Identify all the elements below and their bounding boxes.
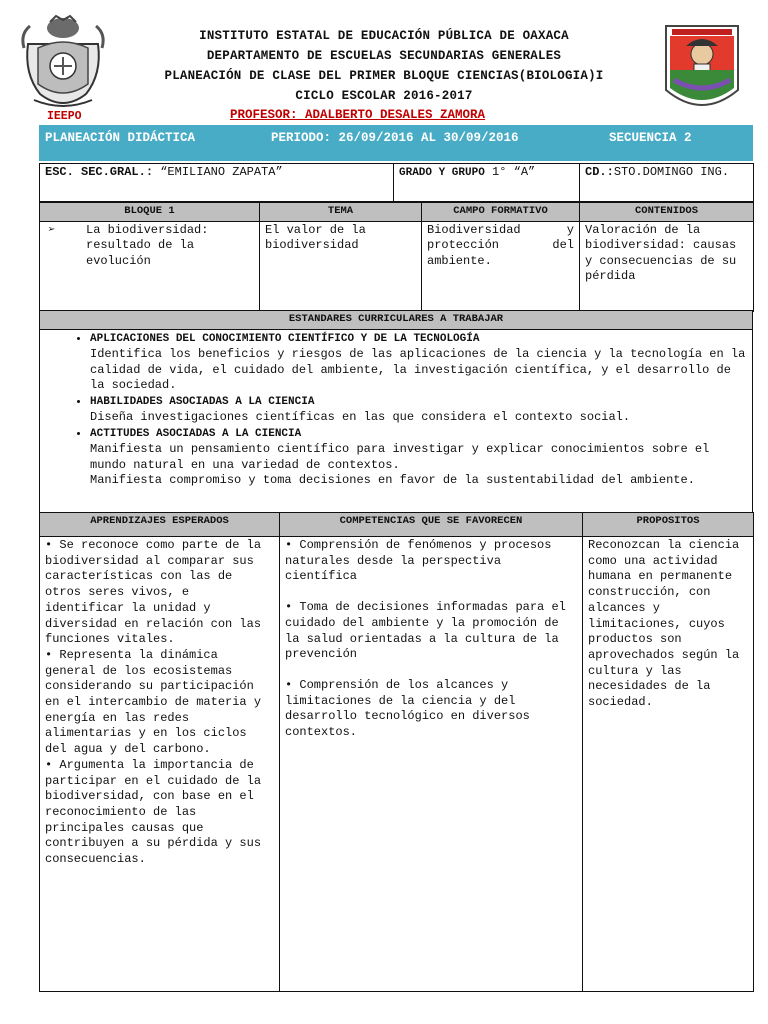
school-info-table bbox=[39, 163, 754, 202]
city-label: CD.: bbox=[585, 165, 614, 179]
header-line-2: DEPARTAMENTO DE ESCUELAS SECUNDARIAS GENERALES bbox=[206, 49, 562, 63]
propositos-cell: Reconozcan la ciencia como una actividad humana en permanente construcción, con alcances y limitaciones, cuyos productos son aprovechados según la cultura y las necesidades de la sociedad. bbox=[583, 537, 754, 992]
competencia-item: • Comprensión de fenómenos y procesos naturales desde la perspectiva científica bbox=[285, 538, 552, 584]
standard-text: Manifiesta un pensamiento científico para investigar y explicar conocimientos sobre el mundo natural en una variedad de contextos. bbox=[90, 442, 710, 472]
school-emblem-logo bbox=[664, 24, 740, 118]
arrow-bullet-icon: ➢ bbox=[48, 222, 56, 237]
standard-title: • HABILIDADES ASOCIADAS A LA CIENCIA bbox=[90, 395, 315, 408]
tema-cell: El valor de la biodiversidad bbox=[260, 221, 422, 311]
city-cell bbox=[580, 164, 754, 202]
standards-list bbox=[44, 331, 748, 489]
contenidos-cell: Valoración de la biodiversidad: causas y consecuencias de su pérdida bbox=[580, 221, 754, 311]
standards-table bbox=[39, 310, 753, 513]
header-competencias: COMPETENCIAS QUE SE FAVORECEN bbox=[280, 513, 583, 537]
city-value: STO.DOMINGO ING. bbox=[613, 165, 730, 179]
planeacion-title: PLANEACIÓN DIDÁCTICA bbox=[45, 131, 196, 145]
competencias-cell bbox=[280, 537, 583, 992]
aprendizaje-item: • Argumenta la importancia de participar en el cuidado de la biodiversidad, con base en el reconocimiento de las principales causas que contribuyen a su pérdida y sus consecuencias. bbox=[45, 757, 262, 867]
standard-title: • APLICACIONES DEL CONOCIMIENTO CIENTÍFICO Y DE LA TECNOLOGÍA bbox=[90, 332, 480, 345]
aprendizajes-cell bbox=[40, 537, 280, 992]
header-tema: TEMA bbox=[260, 203, 422, 222]
standards-header: ESTANDARES CURRICULARES A TRABAJAR bbox=[40, 311, 753, 330]
header-bloque: BLOQUE 1 bbox=[40, 203, 260, 222]
aprendizaje-item: • Representa la dinámica general de los ecosistemas considerando su participación en el intercambio de materia y energía en las redes alimentarias y en los ciclos del agua y del carbono. bbox=[45, 647, 262, 757]
mexico-coat-of-arms-logo bbox=[20, 14, 106, 114]
bloque-table bbox=[39, 202, 754, 312]
header-line-3: PLANEACIÓN DE CLASE DEL PRIMER BLOQUE CIENCIAS(BIOLOGIA)I bbox=[164, 69, 604, 83]
standard-item bbox=[90, 394, 748, 426]
aprendizaje-item: • Se reconoce como parte de la biodiversidad al comparar sus características con las de otros seres vivos, e identificar la unidad y diversidad en relación con las funciones vitales. bbox=[45, 538, 262, 647]
header-campo: CAMPO FORMATIVO bbox=[422, 203, 580, 222]
standard-text: Manifiesta compromiso y toma decisiones en favor de la sustentabilidad del ambiente. bbox=[90, 473, 695, 487]
standard-text: Identifica los beneficios y riesgos de las aplicaciones de la ciencia y la tecnología en la calidad de vida, el cuidado del ambiente, la investigación científica, y el desarrollo de la sociedad. bbox=[90, 347, 746, 392]
aprendizajes-table bbox=[39, 512, 754, 992]
standard-item bbox=[90, 331, 748, 394]
header-contenidos: CONTENIDOS bbox=[580, 203, 754, 222]
planeacion-band bbox=[39, 125, 753, 161]
standards-content bbox=[40, 329, 753, 512]
standard-item bbox=[90, 426, 748, 489]
periodo-label: PERIODO: 26/09/2016 AL 30/09/2016 bbox=[271, 131, 519, 145]
secuencia-label: SECUENCIA 2 bbox=[609, 131, 692, 145]
header-line-4: CICLO ESCOLAR 2016-2017 bbox=[295, 89, 473, 103]
header-propositos: PROPOSITOS bbox=[583, 513, 754, 537]
standard-text: Diseña investigaciones científicas en las que considera el contexto social. bbox=[90, 410, 631, 424]
profesor-label: PROFESOR: ADALBERTO DESALES ZAMORA bbox=[230, 108, 486, 122]
ieepo-label: IEEPO bbox=[47, 110, 82, 123]
grado-cell bbox=[394, 164, 580, 202]
standard-title: • ACTITUDES ASOCIADAS A LA CIENCIA bbox=[90, 427, 302, 440]
bloque-cell bbox=[40, 221, 260, 311]
competencia-item: • Toma de decisiones informadas para el cuidado del ambiente y la promoción de la salud orientadas a la cultura de la prevención bbox=[285, 600, 566, 662]
bloque-text: La biodiversidad: resultado de la evolución bbox=[86, 222, 209, 268]
header-line-1: INSTITUTO ESTATAL DE EDUCACIÓN PÚBLICA DE OAXACA bbox=[199, 29, 569, 43]
grado-value: 1° “A” bbox=[492, 165, 536, 179]
grado-label: GRADO Y GRUPO bbox=[399, 167, 485, 179]
competencia-item: • Comprensión de los alcances y limitaciones de la ciencia y del desarrollo tecnológico en diversos contextos. bbox=[285, 677, 530, 740]
campo-cell: Biodiversidad y protección del ambiente. bbox=[422, 221, 580, 311]
school-name-cell bbox=[40, 164, 394, 202]
school-label: ESC. SEC.GRAL.: bbox=[45, 165, 154, 179]
school-value: “EMILIANO ZAPATA” bbox=[160, 165, 283, 179]
header-aprendizajes: APRENDIZAJES ESPERADOS bbox=[40, 513, 280, 537]
